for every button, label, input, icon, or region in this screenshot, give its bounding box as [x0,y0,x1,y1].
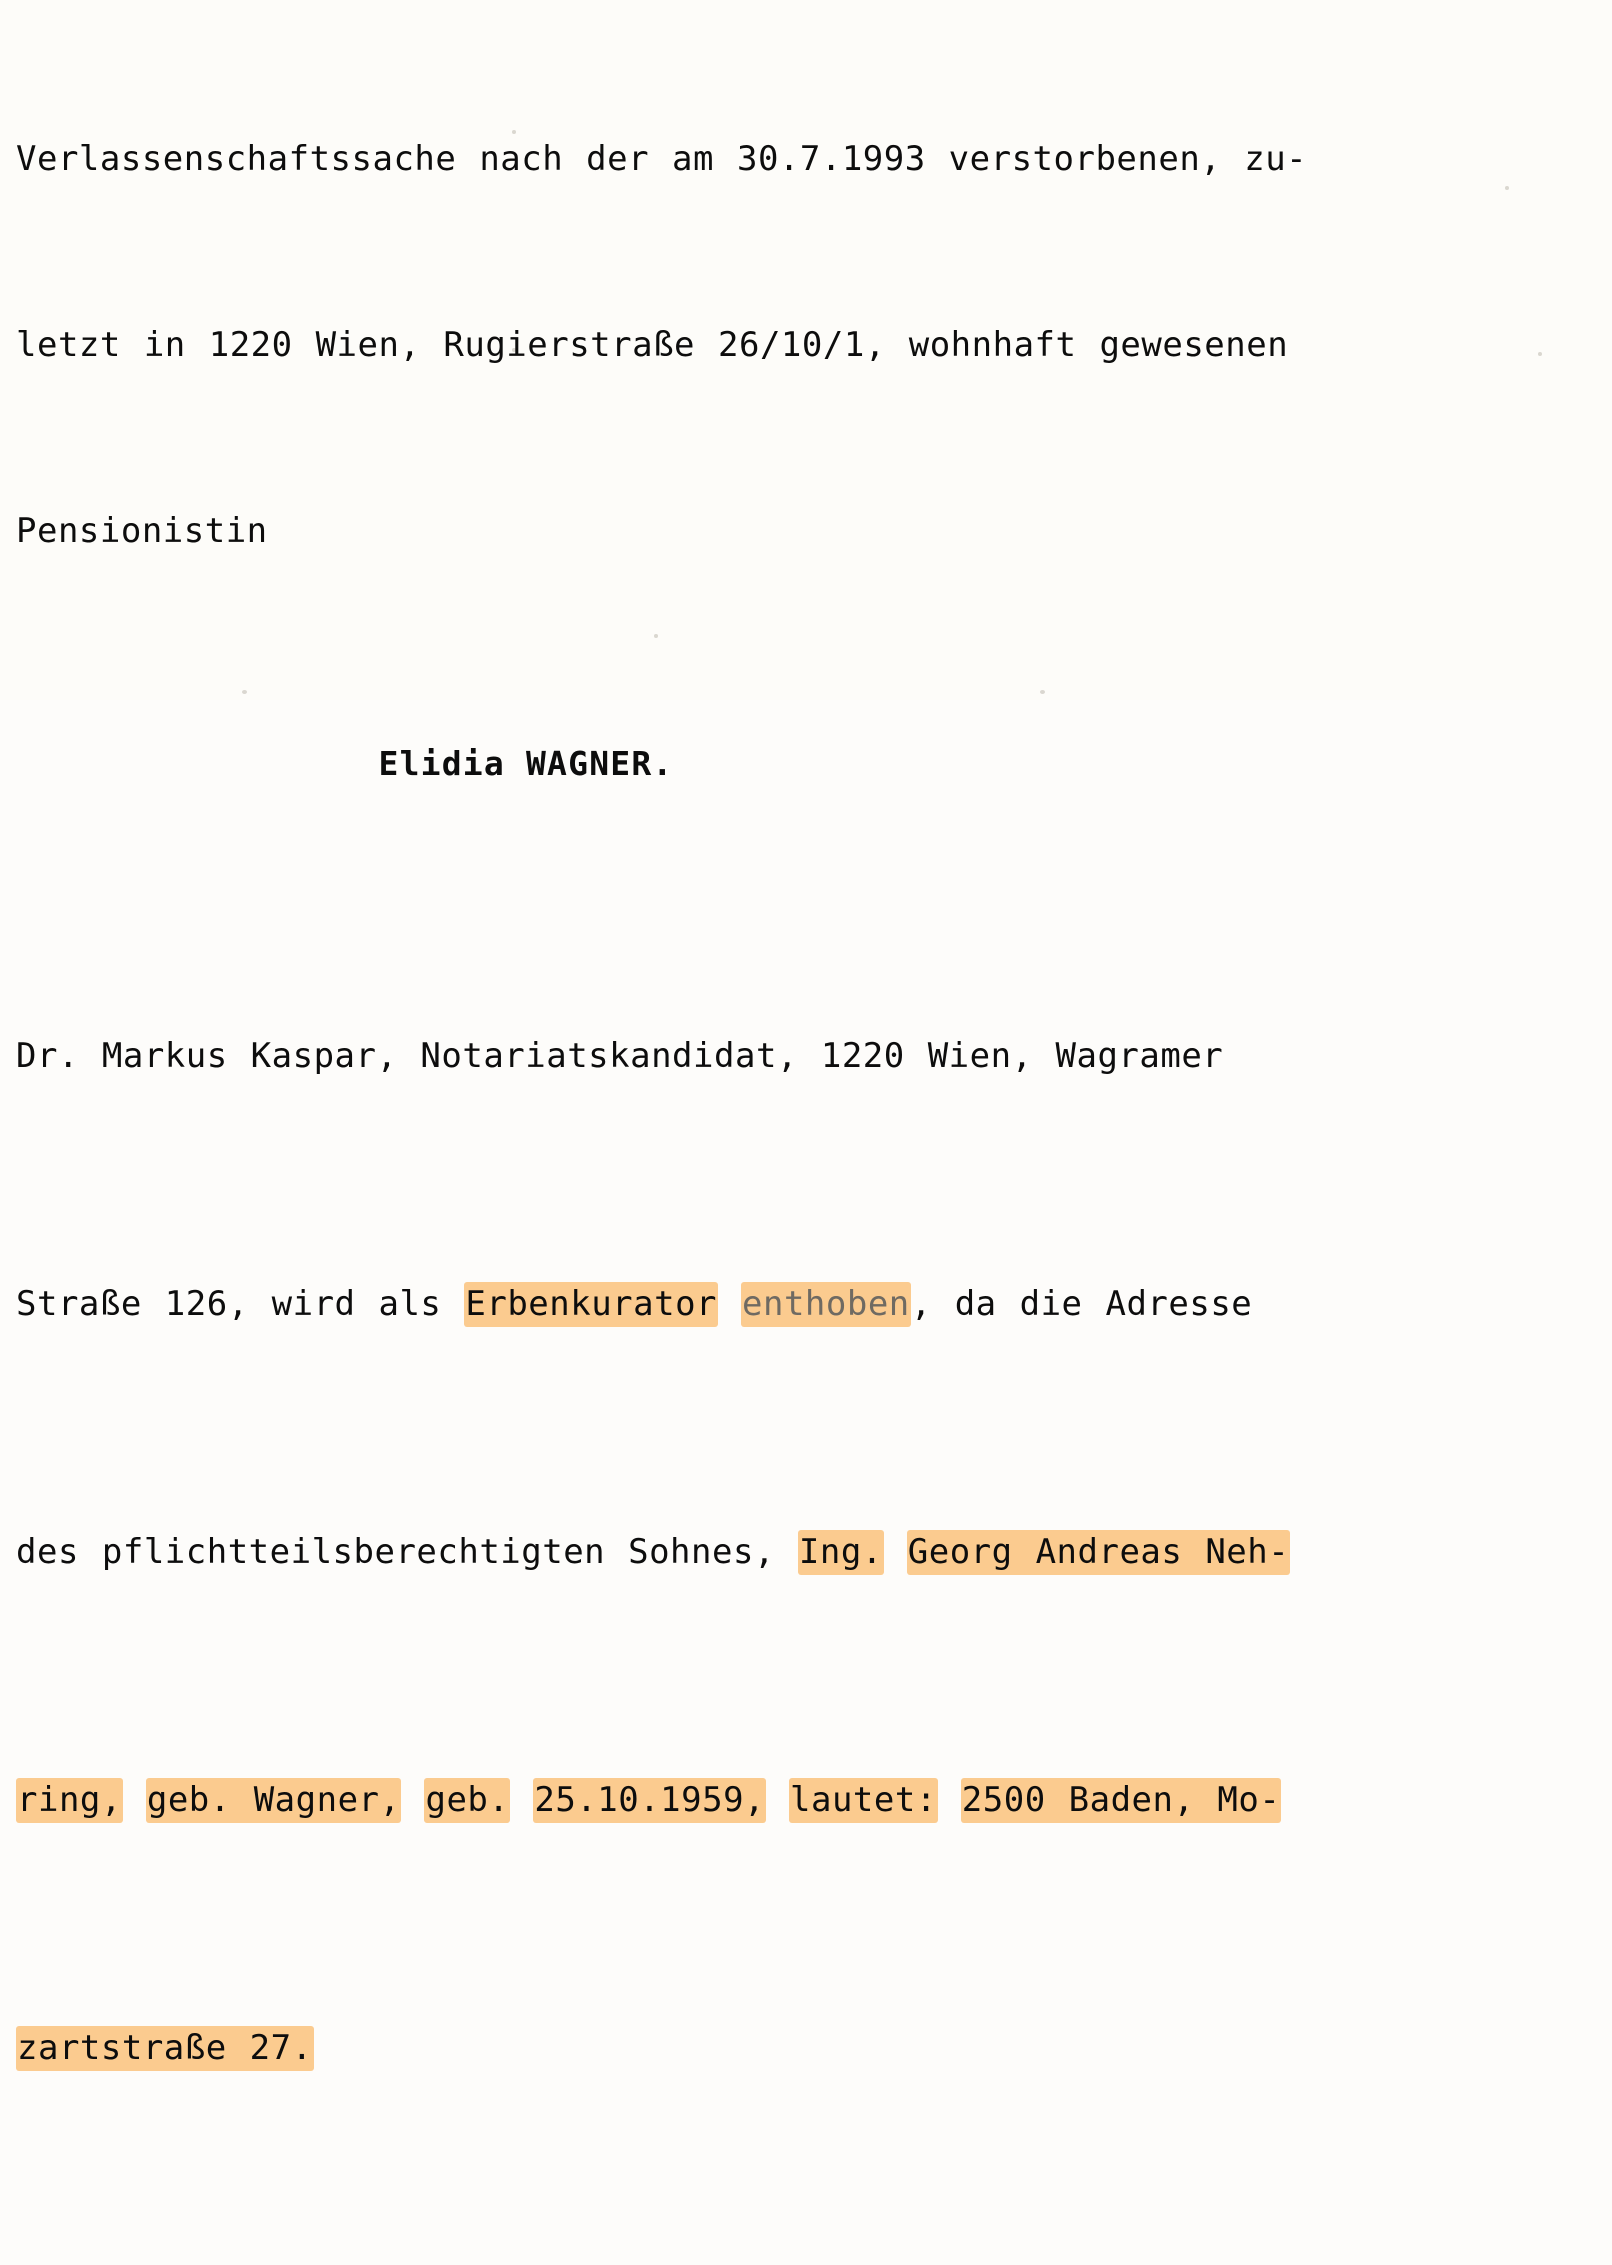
highlight-son-name: Georg Andreas Neh- [907,1530,1290,1575]
text-space [718,1284,741,1324]
text-segment: des pflichtteilsberechtigten Sohnes, [16,1532,798,1572]
text-space [123,1780,146,1820]
highlight-geb-label: geb. [424,1778,510,1823]
highlight-ing: Ing. [798,1530,884,1575]
paragraph-line: Dr. Markus Kaspar, Notariatskandidat, 1220 Wien, Wagramer [16,1036,1224,1076]
highlight-enthoben: enthoben [741,1282,911,1327]
text-segment: , da die Adresse [910,1284,1253,1324]
paragraph-curator-decision [16,839,1596,2265]
text-space [884,1532,907,1572]
text-space [938,1780,961,1820]
highlight-lautet-label: lautet: [789,1778,938,1823]
highlight-son-name-cont: ring, [16,1778,123,1823]
deceased-name-heading: Elidia WAGNER. [378,744,674,783]
paragraph-line [16,1521,1596,1583]
highlight-birth-date: 25.10.1959, [533,1778,766,1823]
highlight-address: 2500 Baden, Mo- [961,1778,1282,1823]
paragraph-line: letzt in 1220 Wien, Rugierstraße 26/10/1, wohnhaft gewesenen [16,325,1289,365]
paragraph-line [16,1273,1596,1335]
paragraph-line: Verlassenschaftssache nach der am 30.7.1993 verstorbenen, zu- [16,139,1308,179]
paragraph-line [16,2017,1596,2079]
highlight-address-cont: zartstraße 27. [16,2026,314,2071]
text-space [766,1780,789,1820]
paragraph-line [16,1769,1596,1831]
paragraph-case-heading [16,4,1596,686]
highlight-erbenkurator: Erbenkurator [464,1282,718,1327]
text-space [510,1780,533,1820]
text-segment: Straße 126, wird als [16,1284,465,1324]
paragraph-line: Pensionistin [16,511,268,551]
document-text-body [16,4,1596,2265]
text-space [401,1780,424,1820]
highlight-birth-name: geb. Wagner, [146,1778,402,1823]
